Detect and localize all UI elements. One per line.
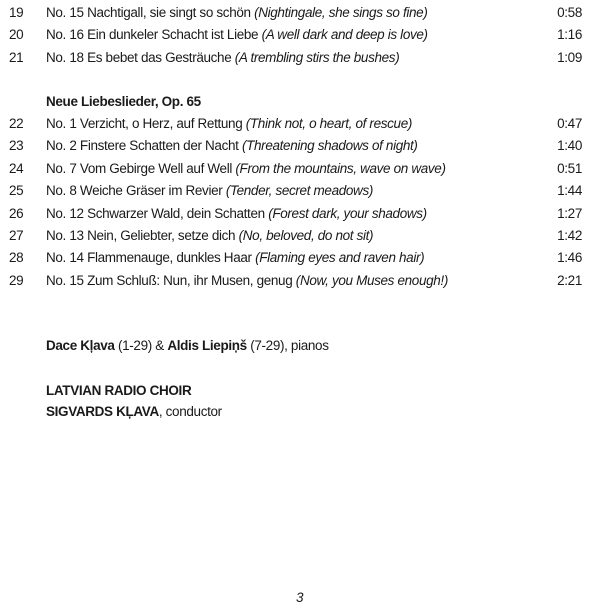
track-title-translation: (Tender, secret meadows) [225,183,373,199]
track-number: 19 [9,5,24,20]
track-title-german: No. 12 Schwarzer Wald, dein Schatten [46,205,265,221]
choir-name: LATVIAN RADIO CHOIR [46,383,192,398]
track-number: 24 [9,160,24,176]
track-duration: 0:51 [557,160,582,176]
pianist-2-range: (7-29), pianos [246,338,329,353]
conductor-credit [46,404,222,419]
track-title-german: No. 13 Nein, Geliebter, setze dich [46,228,236,243]
track-row [0,204,600,224]
track-row [0,136,600,156]
page-number: 3 [296,590,304,605]
track-title-german: No. 1 Verzicht, o Herz, auf Rettung [46,116,243,131]
track-number: 20 [9,27,24,43]
track-duration: 1:16 [557,27,582,43]
track-duration: 0:47 [557,116,582,131]
track-title-german: No. 18 Es bebet das Gesträuche [46,49,232,65]
track-title [46,204,427,224]
conductor-role: , conductor [158,404,222,419]
track-title-translation: (Now, you Muses enough!) [295,272,448,288]
track-duration: 2:21 [557,272,582,288]
track-title-translation: (Think not, o heart, of rescue) [245,116,412,131]
section-heading: Neue Liebeslieder, Op. 65 [46,94,201,109]
pianist-1: Dace Kļava [46,338,115,353]
track-title [46,226,373,246]
track-number: 25 [9,183,24,199]
track-duration: 0:58 [557,5,582,20]
conductor-name: SIGVARDS KĻAVA [46,404,159,419]
track-title-german: No. 7 Vom Gebirge Well auf Well [46,160,232,176]
track-number: 29 [9,272,24,288]
track-row [0,48,600,68]
track-title-translation: (Threatening shadows of night) [241,138,418,154]
track-title-translation: (Flaming eyes and raven hair) [255,250,425,266]
track-title [46,48,399,68]
track-title [46,114,412,134]
track-title-german: No. 2 Finstere Schatten der Nacht [46,138,239,154]
track-row [0,114,600,134]
track-row [0,226,600,246]
track-row [0,271,600,291]
track-row [0,159,600,179]
track-title-translation: (A well dark and deep is love) [261,27,428,43]
track-row [0,3,600,23]
track-duration: 1:09 [557,49,582,65]
pianists-credit [46,338,329,353]
track-title-translation: (From the mountains, wave on wave) [235,160,446,176]
track-title [46,181,373,201]
track-duration: 1:40 [557,138,582,154]
track-title [46,159,446,179]
track-title-translation: (Nightingale, she sings so fine) [254,5,428,20]
track-number: 26 [9,205,24,221]
track-row [0,181,600,201]
track-duration: 1:46 [557,250,582,266]
track-duration: 1:44 [557,183,582,199]
track-duration: 1:42 [557,228,582,243]
track-title-translation: (Forest dark, your shadows) [268,205,427,221]
track-number: 21 [9,49,24,65]
track-row [0,248,600,268]
track-duration: 1:27 [557,205,582,221]
track-number: 23 [9,138,24,154]
track-number: 28 [9,250,24,266]
track-title [46,248,424,268]
pianist-2: Aldis Liepiņš [167,338,247,353]
choir-credit [46,383,191,398]
track-number: 27 [9,228,24,243]
track-title-german: No. 14 Flammenauge, dunkles Haar [46,250,252,266]
pianist-1-range: (1-29) & [114,338,168,353]
track-title-german: No. 15 Zum Schluß: Nun, ihr Musen, genug [46,272,293,288]
track-title-translation: (A trembling stirs the bushes) [234,49,400,65]
track-row [0,25,600,45]
track-title [46,271,448,291]
track-title-translation: (No, beloved, do not sit) [238,228,374,243]
track-title [46,3,427,23]
track-title-german: No. 15 Nachtigall, sie singt so schön [46,5,251,20]
track-title [46,25,428,45]
track-number: 22 [9,116,24,131]
track-title-german: No. 8 Weiche Gräser im Revier [46,183,223,199]
track-title [46,136,418,156]
track-title-german: No. 16 Ein dunkeler Schacht ist Liebe [46,27,259,43]
